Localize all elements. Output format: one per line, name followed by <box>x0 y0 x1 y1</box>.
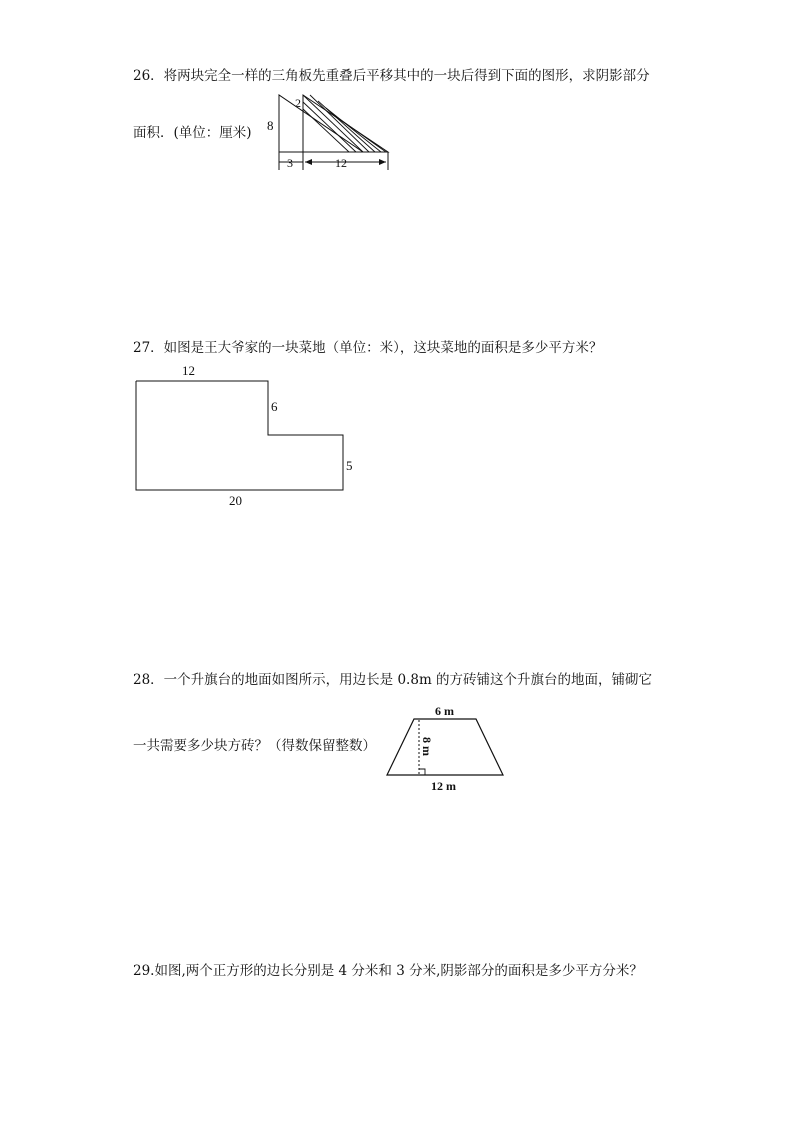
q28-text-line1: 28．一个升旗台的地面如图所示，用边长是 0.8m 的方砖铺这个升旗台的地面，铺砌它 <box>133 672 653 688</box>
q27-top-label: 12 <box>182 363 195 378</box>
q28-bottom-label: 12 m <box>431 779 456 793</box>
q27-text-line1: 27．如图是王大爷家的一块菜地（单位：米），这块菜地的面积是多少平方米？ <box>133 340 603 356</box>
q28-top-label: 6 m <box>435 704 454 718</box>
q29-text-line1: 29.如图,两个正方形的边长分别是 4 分米和 3 分米,阴影部分的面积是多少平方分米？ <box>133 963 643 979</box>
q27-right-label: 5 <box>346 458 353 473</box>
q27-step-label: 6 <box>271 399 278 414</box>
q28-trapezoid <box>387 719 503 775</box>
q26-height-label: 8 <box>267 118 274 133</box>
q26-base-label: 12 <box>335 156 347 170</box>
q26-text-line2: 面积．(单位：厘米) <box>133 125 252 141</box>
q26-shift-label: 3 <box>287 156 293 170</box>
q26-text-line1: 26．将两块完全一样的三角板先重叠后平移其中的一块后得到下面的图形，求阴影部分 <box>133 68 650 84</box>
q28-height-label: 8 m <box>420 737 434 756</box>
q27-bottom-label: 20 <box>229 493 242 508</box>
q26-cut-label: 2 <box>295 96 301 110</box>
q28-text-line2: 一共需要多少块方砖？（得数保留整数） <box>133 738 376 754</box>
